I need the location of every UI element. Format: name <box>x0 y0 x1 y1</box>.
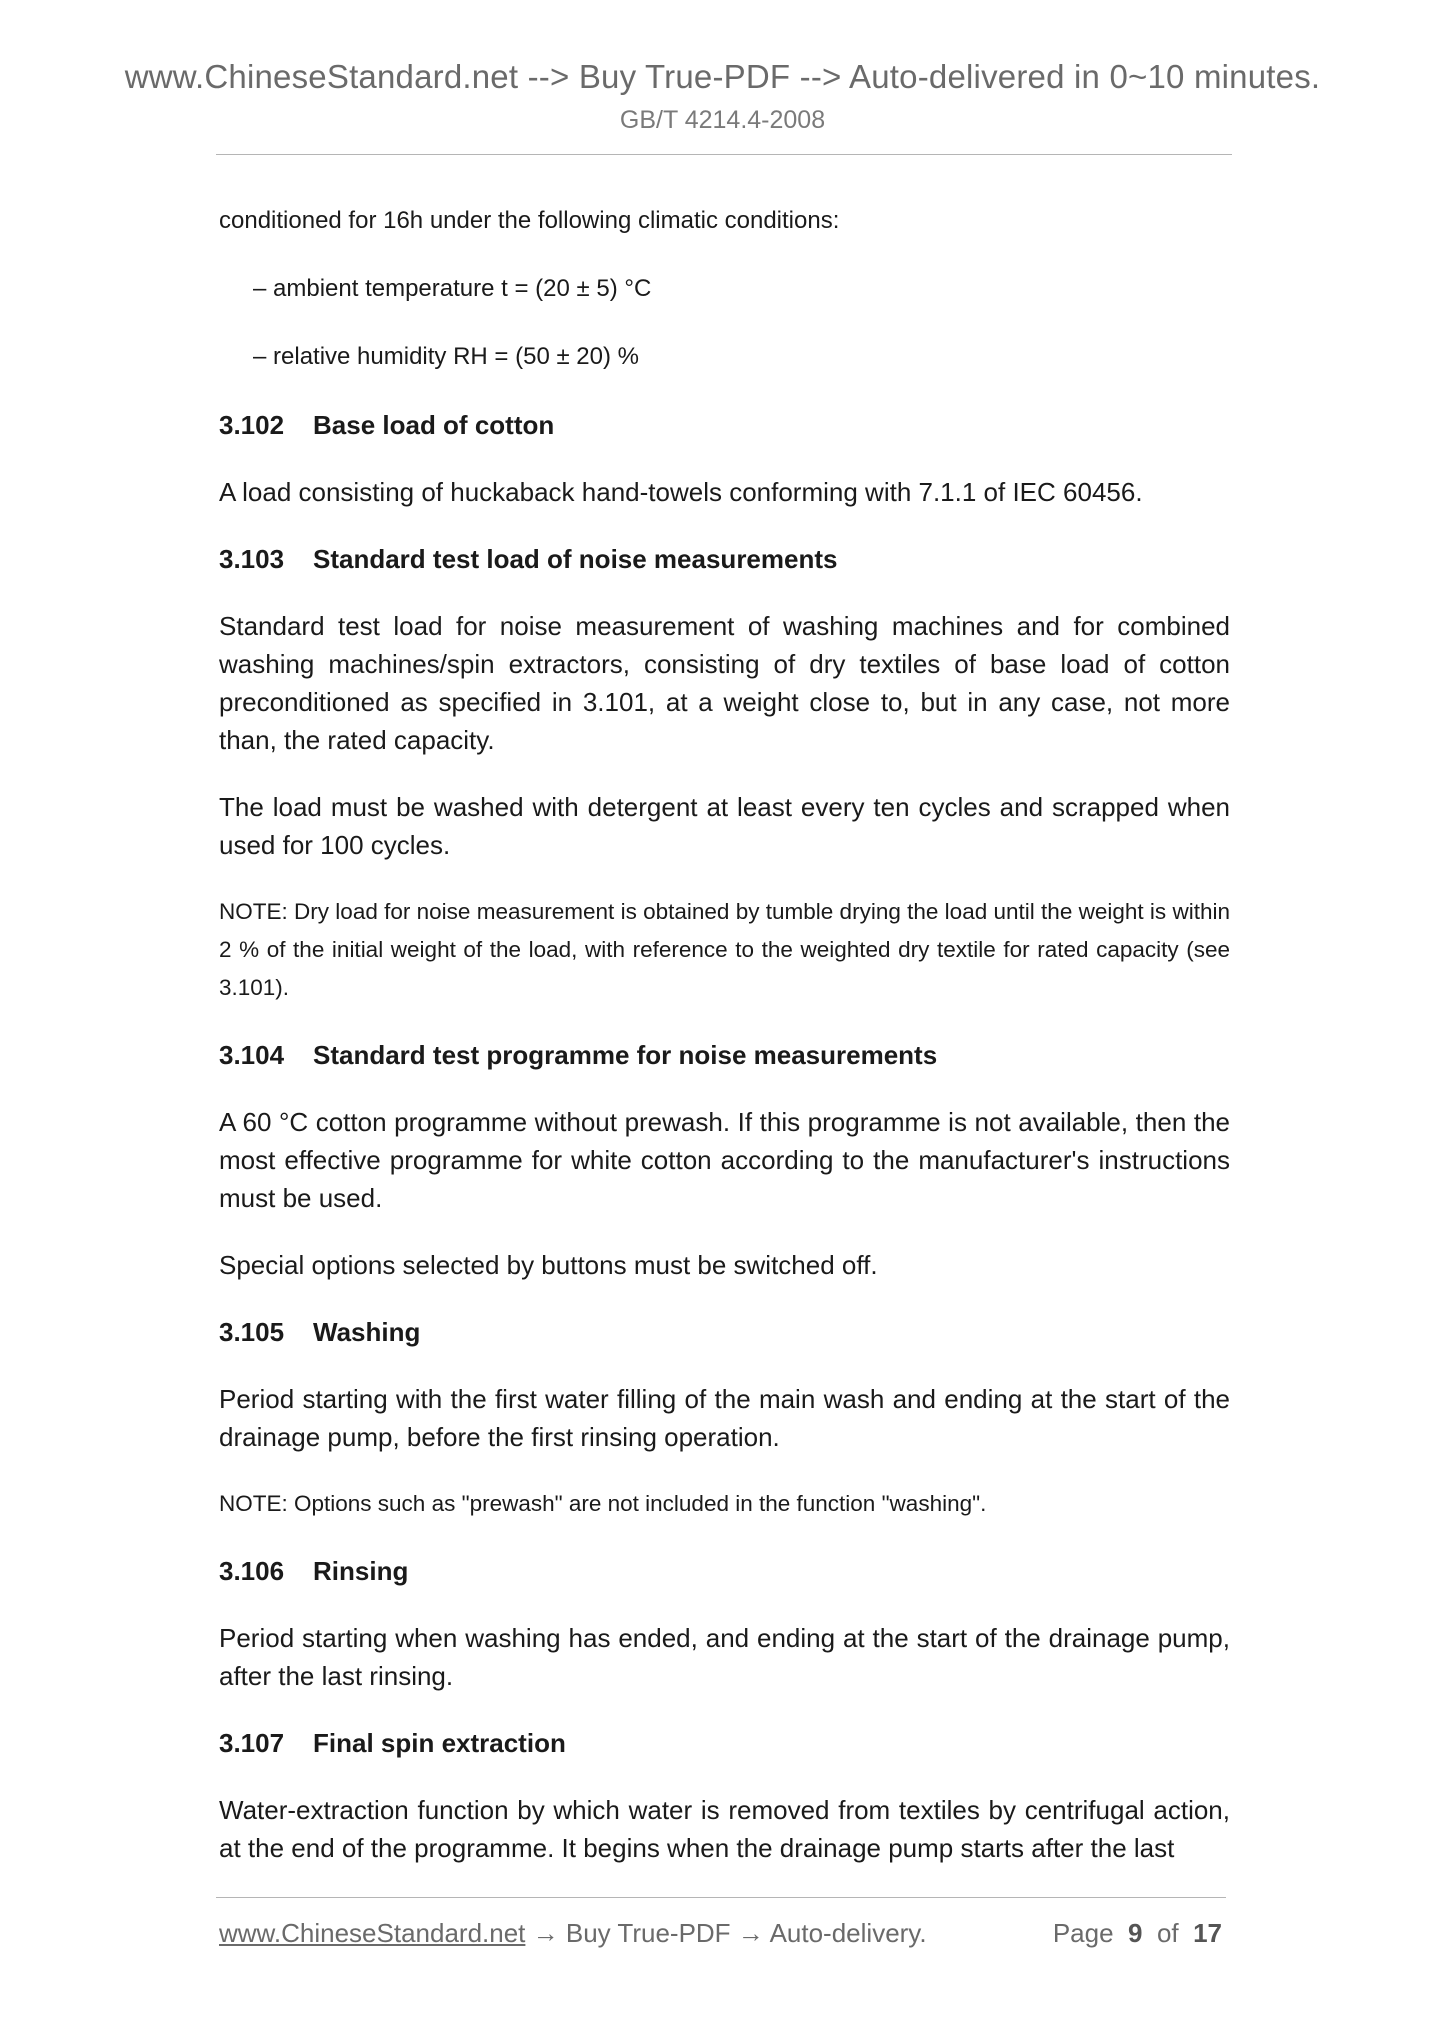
section-title: Standard test programme for noise measurements <box>313 1040 938 1070</box>
list-item-temperature: – ambient temperature t = (20 ± 5) °C <box>253 275 652 302</box>
document-code: GB/T 4214.4-2008 <box>619 106 826 134</box>
paragraph: A 60 °C cotton programme without prewash. If this programme is not available, then the most effective programme for white cotton according to the manufacturer's instructions must be used. <box>219 1107 1230 1213</box>
header-banner: www.ChineseStandard.net --> Buy True-PDF --> Auto-delivered in 0~10 minutes. <box>124 58 1321 95</box>
paragraph: A load consisting of huckaback hand-towels conforming with 7.1.1 of IEC 60456. <box>219 477 1143 507</box>
section-title: Rinsing <box>313 1556 409 1586</box>
footer-divider <box>216 1897 1226 1898</box>
section-heading-3-103 <box>219 540 1230 578</box>
footer-buy-text: → Buy True-PDF → Auto-delivery. <box>525 1918 927 1948</box>
page-indicator <box>1053 1918 1222 1949</box>
page-of-label: of <box>1156 1918 1179 1948</box>
note: NOTE: Dry load for noise measurement is obtained by tumble drying the load until the weight is within 2 % of the initial weight of the load, with reference to the weighted dry textile for rated capacity (see 3.101). <box>219 899 1230 1000</box>
paragraph: Special options selected by buttons must be switched off. <box>219 1250 878 1280</box>
paragraph: The load must be washed with detergent at least every ten cycles and scrapped when used for 100 cycles. <box>219 792 1230 860</box>
paragraph: Water-extraction function by which water is removed from textiles by centrifugal action, at the end of the programme. It begins when the drainage pump starts after the last <box>219 1795 1230 1863</box>
section-title: Standard test load of noise measurements <box>313 544 838 574</box>
page-label: Page <box>1052 1918 1114 1948</box>
section-number: 3.106 <box>219 1556 285 1586</box>
section-number: 3.103 <box>219 544 285 574</box>
section-heading-3-106 <box>219 1552 1230 1590</box>
section-title: Final spin extraction <box>313 1728 566 1758</box>
section-heading-3-105 <box>219 1313 1230 1351</box>
paragraph: Period starting when washing has ended, and ending at the start of the drainage pump, after the last rinsing. <box>219 1623 1230 1691</box>
paragraph: Standard test load for noise measurement of washing machines and for combined washing machines/spin extractors, consisting of dry textiles of base load of cotton preconditioned as specified in 3.101, at a weight close to, but in any case, not more than, the rated capacity. <box>219 611 1230 755</box>
section-title: Washing <box>313 1317 421 1347</box>
paragraph: Period starting with the first water filling of the main wash and ending at the start of the drainage pump, before the first rinsing operation. <box>219 1384 1230 1452</box>
section-number: 3.107 <box>219 1728 285 1758</box>
list-item-humidity: – relative humidity RH = (50 ± 20) % <box>253 343 639 370</box>
section-number: 3.102 <box>219 410 285 440</box>
section-heading-3-104 <box>219 1036 1230 1074</box>
page-body <box>219 202 1230 1896</box>
section-number: 3.105 <box>219 1317 285 1347</box>
header-divider <box>216 154 1232 155</box>
page-total: 17 <box>1193 1918 1222 1948</box>
site-link[interactable]: www.ChineseStandard.net <box>219 1918 526 1948</box>
section-heading-3-102 <box>219 406 1230 444</box>
section-number: 3.104 <box>219 1040 285 1070</box>
section-title: Base load of cotton <box>313 410 555 440</box>
section-heading-3-107 <box>219 1724 1230 1762</box>
footer-promo <box>219 1918 927 1949</box>
page-current: 9 <box>1128 1918 1143 1948</box>
intro-paragraph: conditioned for 16h under the following climatic conditions: <box>219 207 840 234</box>
note: NOTE: Options such as "prewash" are not included in the function "washing". <box>219 1491 987 1516</box>
